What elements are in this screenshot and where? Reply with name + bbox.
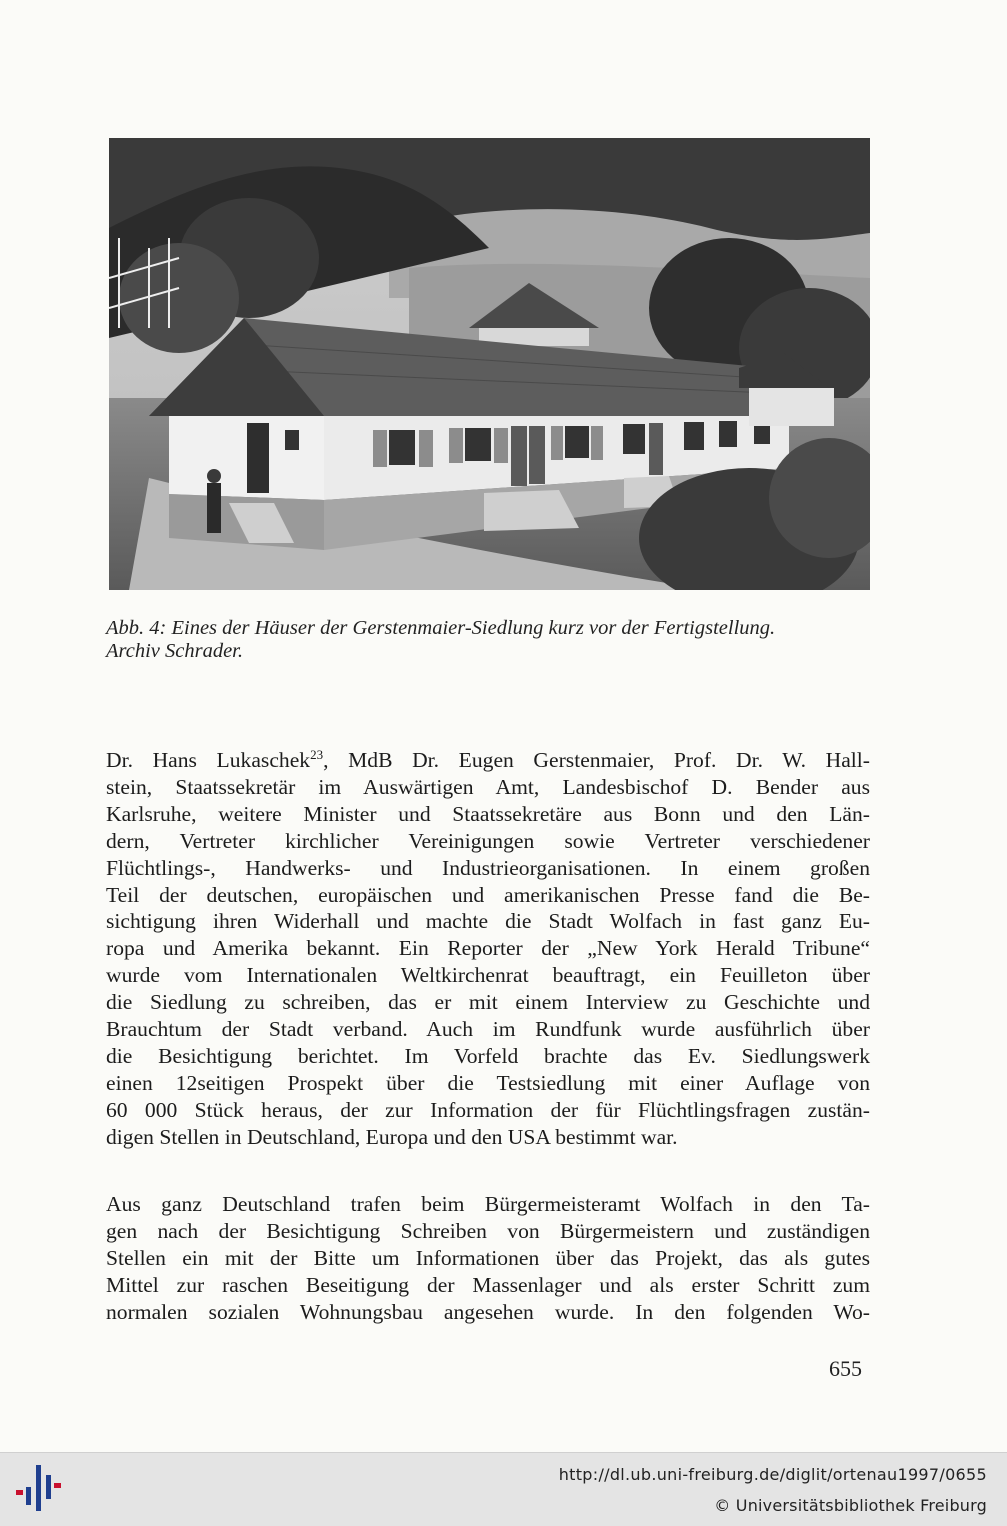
page-number: 655 bbox=[829, 1356, 862, 1381]
text-line: Teil der deutschen, europäischen und amerikanischen Presse fand die Be- bbox=[106, 882, 870, 907]
text-line: dern, Vertreter kirchlicher Vereinigungen sowie Vertreter verschiedener bbox=[106, 828, 870, 853]
viewer-footer bbox=[0, 1452, 1007, 1526]
text-line: sichtigung ihren Widerhall und machte die Stadt Wolfach in fast ganz Eu- bbox=[106, 909, 870, 934]
text-line bbox=[106, 747, 870, 774]
text-line: Mittel zur raschen Beseitigung der Massenlager und als erster Schritt zum bbox=[106, 1272, 870, 1297]
caption-line: Archiv Schrader. bbox=[106, 640, 244, 662]
text-line: gen nach der Besichtigung Schreiben von Bürgermeistern und zuständigen bbox=[106, 1218, 870, 1243]
paragraph-1 bbox=[106, 747, 870, 1151]
figure-caption bbox=[106, 617, 872, 663]
text-line: Stellen ein mit der Bitte um Informationen über das Projekt, das als gutes bbox=[106, 1245, 870, 1270]
ub-freiburg-logo-icon bbox=[14, 1463, 64, 1513]
text-line: Aus ganz Deutschland trafen beim Bürgermeisteramt Wolfach in den Ta- bbox=[106, 1192, 870, 1216]
figure-photo bbox=[109, 138, 870, 590]
text-fragment: , MdB Dr. Eugen Gerstenmaier, Prof. Dr. W. Hall- bbox=[323, 748, 870, 772]
paragraph-2 bbox=[106, 1191, 870, 1326]
text-line: 60 000 Stück heraus, der zur Information der für Flüchtlingsfragen zustän- bbox=[106, 1097, 870, 1122]
text-line: die Siedlung zu schreiben, das er mit einem Interview zu Geschichte und bbox=[106, 990, 870, 1015]
text-line: stein, Staatssekretär im Auswärtigen Amt, Landesbischof D. Bender aus bbox=[106, 774, 870, 799]
copyright-notice: © Universitätsbibliothek Freiburg bbox=[714, 1496, 987, 1515]
text-line: digen Stellen in Deutschland, Europa und den USA bestimmt war. bbox=[106, 1124, 678, 1149]
text-line: ropa und Amerika bekannt. Ein Reporter der „New York Herald Tribune“ bbox=[106, 936, 870, 961]
text-line: Karlsruhe, weitere Minister und Staatssekretäre aus Bonn und den Län- bbox=[106, 801, 870, 826]
text-line: einen 12seitigen Prospekt über die Testsiedlung mit einer Auflage von bbox=[106, 1070, 870, 1095]
text-line: die Besichtigung berichtet. Im Vorfeld brachte das Ev. Siedlungswerk bbox=[106, 1043, 870, 1068]
footnote-ref: 23 bbox=[310, 746, 324, 762]
document-permalink[interactable]: http://dl.ub.uni-freiburg.de/diglit/ortenau1997/0655 bbox=[558, 1465, 987, 1484]
text-fragment: Dr. Hans Lukaschek bbox=[106, 748, 311, 772]
text-line: Brauchtum der Stadt verband. Auch im Rundfunk wurde ausführlich über bbox=[106, 1017, 870, 1042]
caption-line: Abb. 4: Eines der Häuser der Gerstenmaier-Siedlung kurz vor der Fertigstellung. bbox=[106, 617, 776, 639]
text-line: normalen sozialen Wohnungsbau angesehen wurde. In den folgenden Wo- bbox=[106, 1299, 870, 1324]
text-line: wurde vom Internationalen Weltkirchenrat beauftragt, ein Feuilleton über bbox=[106, 963, 870, 988]
house-photo-illustration bbox=[109, 138, 870, 590]
text-line: Flüchtlings-, Handwerks- und Industrieorganisationen. In einem großen bbox=[106, 855, 870, 880]
